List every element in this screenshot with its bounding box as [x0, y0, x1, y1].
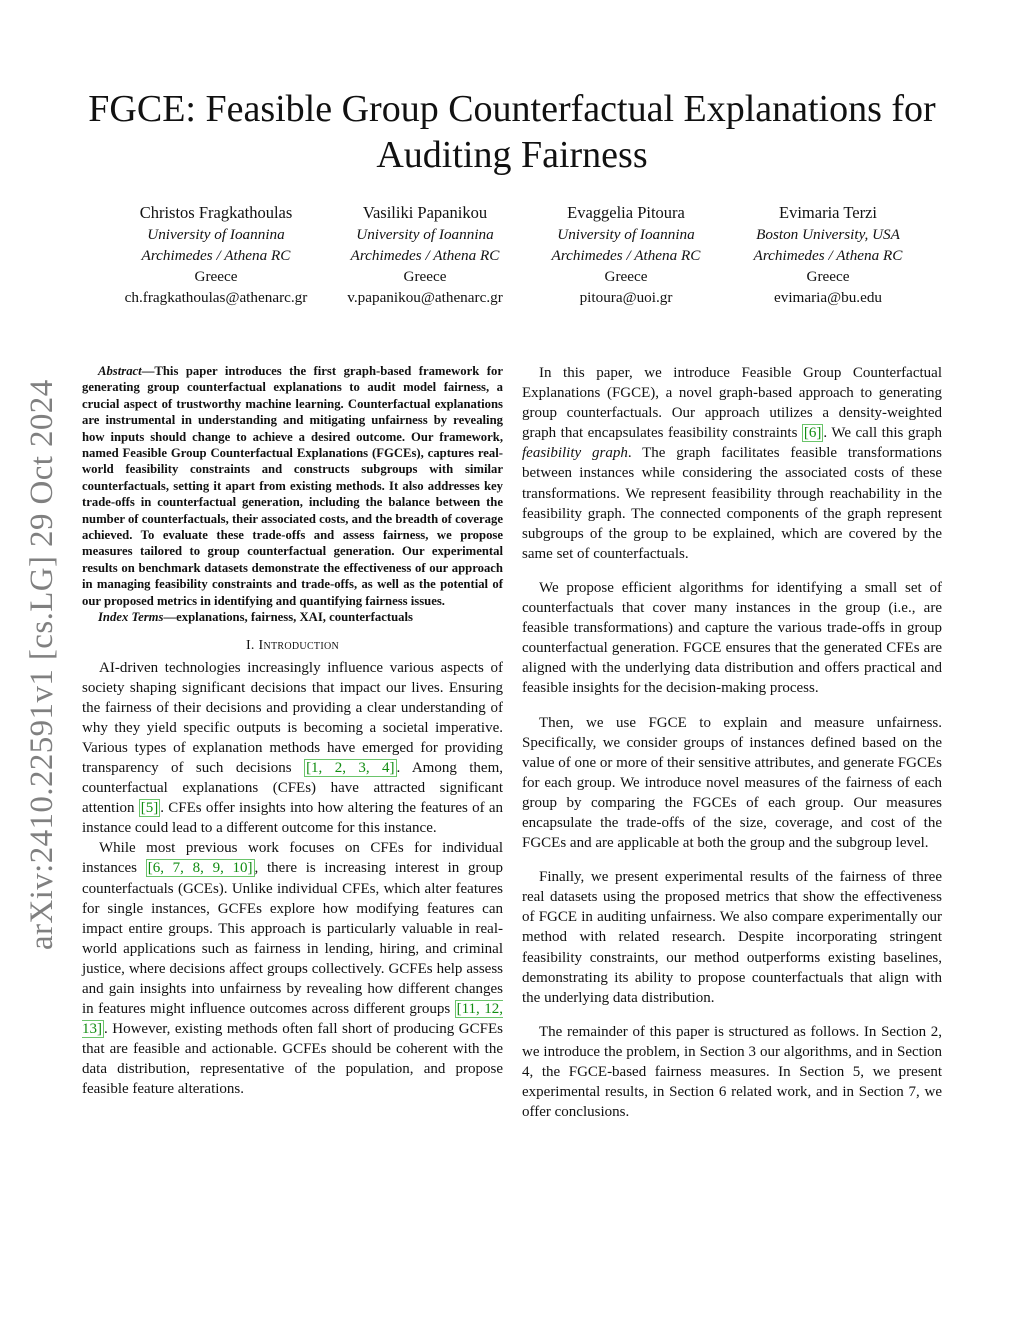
left-column: [82, 363, 503, 1100]
citation-link[interactable]: [6]: [803, 425, 822, 442]
abstract-text: —This paper introduces the first graph-based framework for generating group counterfactual explanations to audit model fairness, a crucial aspect of trustworthy machine learning. Counterfactual explanations are instrumental in understanding and mitigating unfairness by revealing how inputs should change to achieve a desired outcome. Our framework, named Feasible Group Counterfactual Explanations (FGCEs), captures real-world feasibility constraints and constructs subgroups with similar counterfactuals, setting it apart from existing methods. It also addresses key trade-offs in counterfactual generation, including the balance between the number of counterfactuals, their associated costs, and the breadth of coverage achieved. To evaluate these trade-offs and assess fairness, we propose measures tailored to group counterfactual generation. Our experimental results on benchmark datasets demonstrate the effectiveness of our approach in managing feasibility constraints and trade-offs, as well as the potential of our proposed metrics in identifying and quantifying fairness issues.: [82, 364, 503, 608]
right-column: [522, 363, 942, 1136]
paragraph: Finally, we present experimental results of the fairness of three real datasets using the proposed metrics that show the effectiveness of FGCE in auditing unfairness. We also compare experimentally our method with related research. Despite incorporating stringent feasibility constraints, our method outperforms existing baselines, demonstrating its ability to propose counterfactuals that align with the underlying data distribution.: [522, 869, 942, 1006]
author-affiliation: University of Ioannina: [356, 226, 494, 243]
abstract: [82, 363, 503, 626]
arxiv-stamp: arXiv:2410.22591v1 [cs.LG] 29 Oct 2024: [24, 379, 60, 950]
paragraph: We propose efficient algorithms for identifying a small set of counterfactuals that cover many instances in the group (i.e., are feasible transformations) and capture the various trade-offs in group counterfactual generation. FGCE ensures that the generated CFEs are aligned with the underlying data distribution and offers practical and feasible insights for the decision-making process.: [522, 579, 942, 697]
citation-link[interactable]: [6, 7, 8, 9, 10]: [147, 860, 253, 877]
emphasis-term: feasibility graph: [522, 445, 628, 462]
paper-title: FGCE: Feasible Group Counterfactual Explanations for Auditing Fairness: [88, 88, 936, 176]
author-2: [315, 202, 535, 308]
author-name: Christos Fragkathoulas: [139, 203, 293, 222]
paragraph-text: In this paper, we introduce Feasible Group Counterfactual Explanations (FGCE), a novel graph-based approach to generating group counterfactuals. Our approach utilizes a density-weighted graph that encapsulates feasibility constraints: [522, 365, 942, 442]
author-name: Evimaria Terzi: [779, 203, 877, 222]
paragraph: [82, 658, 503, 839]
author-affiliation: University of Ioannina: [147, 226, 285, 243]
author-affiliation: University of Ioannina: [557, 226, 695, 243]
index-terms-text: —explanations, fairness, XAI, counterfactuals: [163, 610, 413, 625]
author-email: v.papanikou@athenarc.gr: [347, 289, 503, 306]
author-affiliation: Archimedes / Athena RC: [350, 247, 500, 264]
paragraph-text: . However, existing methods often fall short of producing GCFEs that are feasible and actionable. GCFEs should be coherent with the data distribution, representative of the population, and propose feasible feature alterations.: [82, 1021, 503, 1098]
citation-link[interactable]: [11, 12, 13]: [82, 1001, 503, 1038]
paragraph: The remainder of this paper is structured as follows. In Section 2, we introduce the problem, in Section 3 our algorithms, and in Section 4, the FGCE-based fairness measures. In Section 5, we present experimental results, in Section 6 related work, and in Section 7, we offer conclusions.: [522, 1023, 942, 1121]
author-name: Vasiliki Papanikou: [362, 203, 488, 222]
paragraph-text: . Among them, counterfactual explanations (CFEs) have attracted significant attention: [82, 759, 503, 817]
section-numeral: I.: [245, 637, 259, 653]
author-affiliation: Boston University, USA: [756, 226, 900, 243]
author-affiliation: Archimedes / Athena RC: [753, 247, 903, 264]
abstract-label: Abstract: [98, 364, 142, 378]
citation-link[interactable]: [5]: [140, 800, 159, 817]
paragraph-text: . The graph facilitates feasible transformations between instances while considering the associated costs of these transformations. We represent feasibility through reachability in the feasibility graph. The connected components of the graph represent subgroups of the group to be explained, which are covered by the same set of counterfactuals.: [522, 445, 942, 562]
section-heading: [82, 638, 503, 654]
section-title: Introduction: [258, 637, 340, 653]
author-affiliation: Archimedes / Athena RC: [551, 247, 701, 264]
index-terms-label: Index Terms: [98, 610, 164, 625]
author-country: Greece: [403, 268, 447, 285]
paragraph-text: , there is increasing interest in group counterfactuals (GCEs). Unlike individual CFEs, which alter features for single instances, GCFEs explore how modifying features can impact entire groups. This approach is particularly valuable in real-world applications such as fairness in lending, hiring, and criminal justice, where decisions affect groups collectively. GCFEs help assess and gain insights into unfairness by revealing how different changes in features might influence outcomes across different groups: [82, 860, 504, 1018]
paragraph-text: AI-driven technologies increasingly influence various aspects of society shaping significant decisions that impact our lives. Ensuring the fairness of their decisions and providing a clear understanding of why they yield specific outputs is becoming a societal imperative. Various types of explanation methods have emerged for providing transparency of such decisions: [82, 659, 503, 776]
author-block: [0, 202, 1024, 312]
author-3: [516, 202, 736, 308]
author-country: Greece: [604, 268, 648, 285]
author-email: evimaria@bu.edu: [773, 289, 883, 306]
intro-body: [82, 658, 503, 1100]
paragraph-text: . CFEs offer insights into how altering the features of an instance could lead to a different outcome for this instance.: [82, 800, 503, 837]
author-country: Greece: [194, 268, 238, 285]
paragraph: [82, 838, 503, 1099]
paragraph: [522, 363, 942, 564]
author-affiliation: Archimedes / Athena RC: [141, 247, 291, 264]
author-email: ch.fragkathoulas@athenarc.gr: [124, 289, 308, 306]
author-country: Greece: [806, 268, 850, 285]
paragraph-text: While most previous work focuses on CFEs for individual instances: [82, 840, 503, 877]
author-1: [106, 202, 326, 308]
author-email: pitoura@uoi.gr: [579, 289, 673, 306]
author-name: Evaggelia Pitoura: [567, 203, 685, 222]
author-4: [718, 202, 938, 308]
paragraph: Then, we use FGCE to explain and measure unfairness. Specifically, we consider groups of instances defined based on the value of one or more of their sensitive attributes, and generate FGCEs for each group. We introduce novel measures of the fairness of each group by comparing the FGCEs of each group. Our measures encapsulate the trade-offs of the size, coverage, and cost of the FGCEs and are applicable at both the group and the subgroup level.: [522, 714, 942, 852]
citation-link[interactable]: [1, 2, 3, 4]: [306, 759, 395, 776]
paragraph-text: . We call this graph: [823, 425, 942, 442]
